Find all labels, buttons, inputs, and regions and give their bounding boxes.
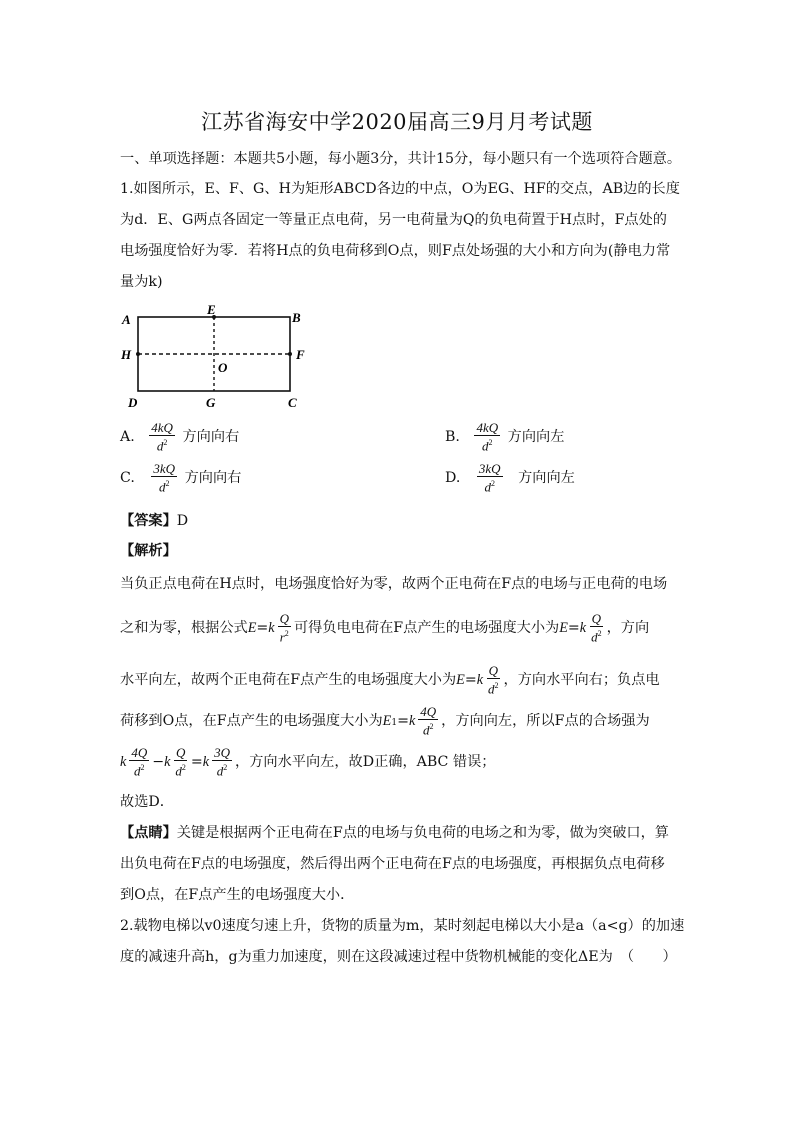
label-c: C [288, 395, 297, 410]
label-d: D [128, 395, 138, 410]
page-title: 江苏省海安中学2020届高三9月月考试题 [201, 110, 593, 134]
comment-line1: 【点睛】关键是根据两个正电荷在F点的电场与负电荷的电场之和为零，做为突破口，算 [120, 825, 669, 841]
option-c[interactable]: C. $\frac{3kQ}{d^2}$ 方向向右 [120, 461, 242, 495]
q1-text-line2: 为d．E、G两点各固定一等量正点电荷，另一电荷量为Q的负电荷置于H点时，F点处的 [120, 212, 667, 228]
label-h: H [121, 347, 132, 362]
analysis-line5: k $\frac{4Q}{d^2}$ −k $\frac{Q}{d^2}$ =k $\frac{3Q}{d^2}$ ，方向水平向左，故D正确，ABC 错误； [120, 745, 496, 779]
analysis-line6: 故选D． [120, 794, 174, 810]
q2-text-line1: 2.载物电梯以v0速度匀速上升，货物的质量为m，某时刻起电梯以大小是a（a<g）的加速 [120, 918, 685, 934]
q2-text-line2: 度的减速升高h，g为重力加速度，则在这段减速过程中货物机械能的变化ΔE为 （ ） [120, 949, 677, 965]
q1-text-line3: 电场强度恰好为零．若将H点的负电荷移到O点，则F点处场强的大小和方向为(静电力常 [120, 243, 671, 259]
section-header: 一、单项选择题：本题共5小题，每小题3分，共计15分，每小题只有一个选项符合题意。 [120, 151, 682, 167]
label-f: F [296, 347, 305, 362]
comment-line2: 出负电荷在F点的电场强度，然后得出两个正电荷在F点的电场强度，再根据负点电荷移 [120, 856, 665, 872]
answer-line: 【答案】D [120, 513, 189, 529]
rectangle-figure [118, 300, 318, 415]
analysis-line4: 荷移到O点，在F点产生的电场强度大小为E1=k $\frac{4Q}{d^2}$ ，方向向左，所以F点的合场强为 [120, 704, 650, 738]
analysis-line3: 水平向左，故两个正电荷在F点产生的电场强度大小为E=k $\frac{Q}{d^2}$ ，方向水平向右；负点电 [120, 663, 660, 697]
analysis-line1: 当负正点电荷在H点时，电场强度恰好为零，故两个正电荷在F点的电场与正电荷的电场 [120, 576, 668, 592]
q1-text-line4: 量为k) [120, 274, 163, 290]
label-b: B [292, 310, 301, 325]
answer-value: D [176, 513, 189, 529]
analysis-label: 【解析】 [120, 543, 177, 559]
q1-text-line1: 1.如图所示，E、F、G、H为矩形ABCD各边的中点，O为EG、HF的交点，AB边的长度 [120, 181, 680, 197]
option-a[interactable]: A. $\frac{4kQ}{d^2}$ 方向向右 [120, 420, 240, 454]
label-g: G [206, 395, 216, 410]
option-d[interactable]: D. $\frac{3kQ}{d^2}$ 方向向左 [445, 461, 575, 495]
comment-line3: 到O点，在F点产生的电场强度大小． [120, 887, 355, 903]
option-b[interactable]: B. $\frac{4kQ}{d^2}$ 方向向左 [445, 420, 565, 454]
label-o: O [218, 360, 228, 375]
label-a: A [122, 312, 131, 327]
analysis-line2: 之和为零，根据公式E=k $\frac{Q}{r^2}$ 可得负电电荷在F点产生的电场强度大小为E=k $\frac{Q}{d^2}$ ，方向 [120, 611, 650, 645]
label-e: E [207, 302, 216, 317]
